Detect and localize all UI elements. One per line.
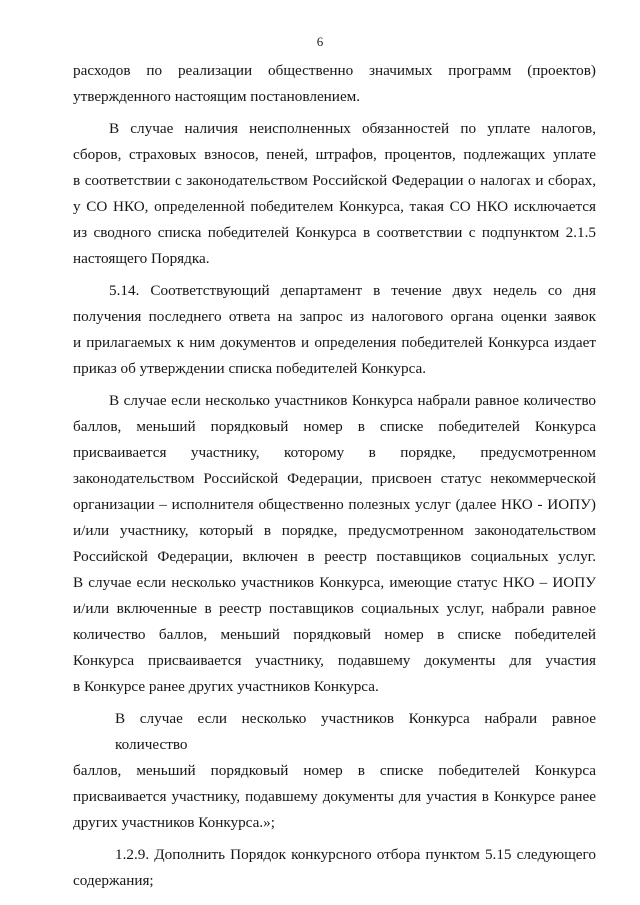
paragraph xyxy=(73,842,596,894)
text-line: сборов, страховых взносов, пеней, штрафов, процентов, подлежащих уплате xyxy=(73,146,596,163)
text-line: утвержденного настоящим постановлением. xyxy=(73,88,361,105)
text-line: присваивается участнику, подавшему документы для участия в Конкурсе ранее xyxy=(73,788,596,805)
text-line: в соответствии с законодательством Российской Федерации о налогах и сборах, xyxy=(73,172,596,189)
text-line: из сводного списка победителей Конкурса в соответствии с подпунктом 2.1.5 xyxy=(73,224,596,241)
text-line: В случае наличия неисполненных обязанностей по уплате налогов, xyxy=(109,120,596,137)
text-line: количество баллов, меньший порядковый номер в списке победителей xyxy=(73,626,596,643)
text-line: и прилагаемых к ним документов и определения победителей Конкурса издает xyxy=(73,334,596,351)
text-line: В случае если несколько участников Конкурса набрали равное количество xyxy=(115,710,596,753)
text-line: содержания; xyxy=(73,872,154,889)
text-line: Российской Федерации, включен в реестр поставщиков социальных услуг. xyxy=(73,548,596,565)
text-line: в Конкурсе ранее других участников Конкурса. xyxy=(73,678,379,695)
text-line: настоящего Порядка. xyxy=(73,250,210,267)
text-line: 1.2.9. Дополнить Порядок конкурсного отбора пунктом 5.15 следующего xyxy=(115,846,596,863)
text-line: и/или включенные в реестр поставщиков социальных услуг, набрали равное xyxy=(73,600,596,617)
page-number: 6 xyxy=(316,34,324,49)
text-line: получения последнего ответа на запрос из налогового органа оценки заявок xyxy=(73,308,596,325)
paragraph xyxy=(73,278,596,382)
text-line: других участников Конкурса.»; xyxy=(73,814,275,831)
paragraph xyxy=(73,706,596,836)
paragraph xyxy=(73,388,596,700)
paragraph xyxy=(73,116,596,272)
text-line: и/или участнику, который в порядке, предусмотренном законодательством xyxy=(73,522,596,539)
paragraph xyxy=(73,58,596,110)
text-line: присваивается участнику, которому в порядке, предусмотренном xyxy=(73,444,596,461)
document-body xyxy=(73,58,596,894)
text-line: приказ об утверждении списка победителей Конкурса. xyxy=(73,360,427,377)
text-line: В случае если несколько участников Конкурса, имеющие статус НКО – ИОПУ xyxy=(73,574,596,591)
text-line: баллов, меньший порядковый номер в списке победителей Конкурса xyxy=(73,762,596,779)
text-line: В случае если несколько участников Конкурса набрали равное количество xyxy=(109,392,596,409)
text-line: организации – исполнителя общественно полезных услуг (далее НКО - ИОПУ) xyxy=(73,496,596,513)
text-line: законодательством Российской Федерации, присвоен статус некоммерческой xyxy=(73,470,596,487)
text-line: баллов, меньший порядковый номер в списке победителей Конкурса xyxy=(73,418,596,435)
text-line: 5.14. Соответствующий департамент в течение двух недель со дня xyxy=(109,282,596,299)
text-line: у СО НКО, определенной победителем Конкурса, такая СО НКО исключается xyxy=(73,198,596,215)
text-line: Конкурса присваивается участнику, подавшему документы для участия xyxy=(73,652,596,669)
text-line: расходов по реализации общественно значимых программ (проектов) xyxy=(73,62,596,79)
